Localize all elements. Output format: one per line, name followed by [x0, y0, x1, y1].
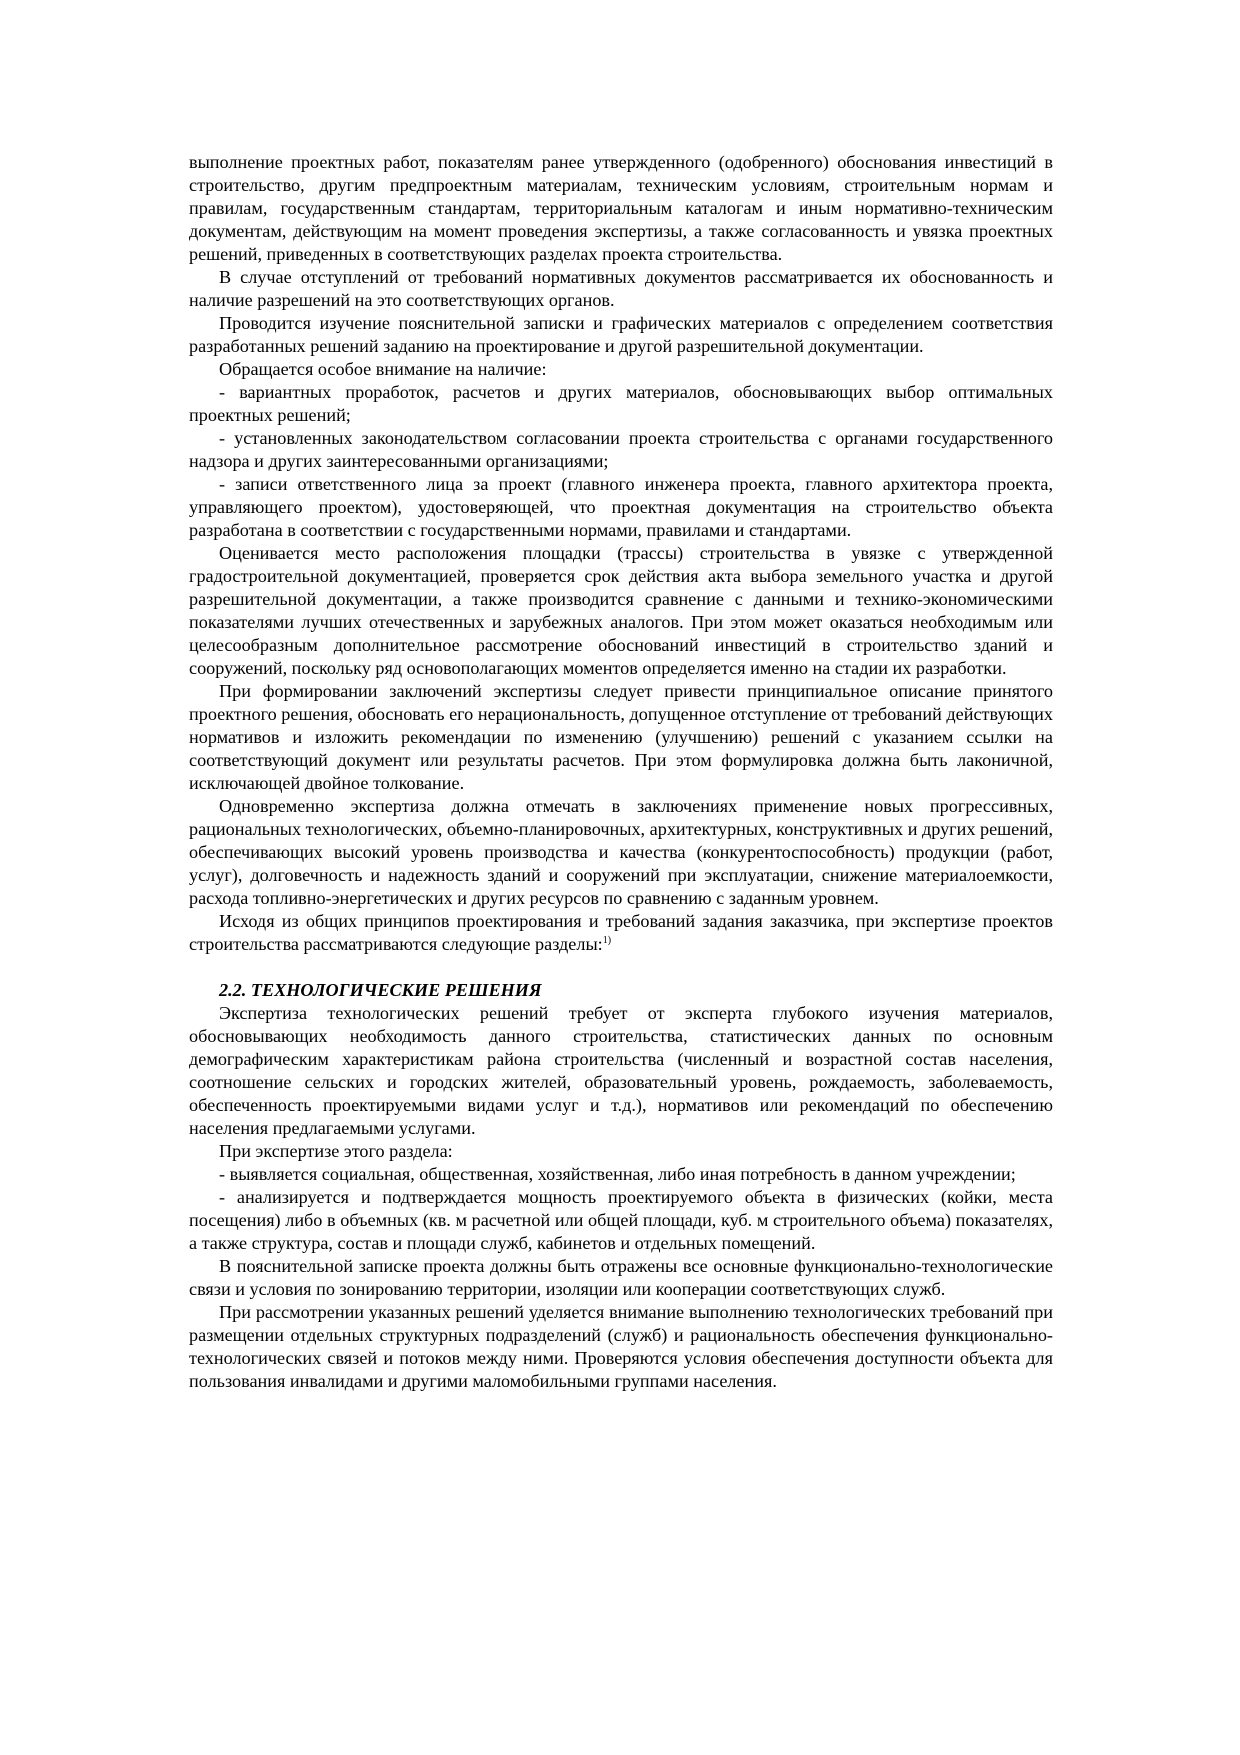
paragraph: - вариантных проработок, расчетов и других материалов, обосновывающих выбор оптимальных проектных решений; — [189, 382, 1053, 425]
document-page — [189, 151, 1053, 1393]
paragraph: В случае отступлений от требований нормативных документов рассматривается их обоснованность и наличие разрешений на это соответствующих органов. — [189, 267, 1053, 310]
paragraph: Одновременно экспертиза должна отмечать в заключениях применение новых прогрессивных, рациональных технологических, объемно-планировочных, архитектурных, конструктивных и других решений, обеспечивающих высокий уровень производства и качества (конкурентоспособность) продукции (работ, услуг), долговечность и надежность зданий и сооружений при эксплуатации, снижение материалоемкости, расхода топливно-энергетических и других ресурсов по сравнению с заданным уровнем. — [189, 796, 1053, 908]
paragraphs-before — [189, 151, 1053, 910]
paragraph: В пояснительной записке проекта должны быть отражены все основные функционально-технологические связи и условия по зонированию территории, изоляции или кооперации соответствующих служб. — [189, 1256, 1053, 1299]
paragraph: При экспертизе этого раздела: — [219, 1141, 453, 1161]
paragraph: - анализируется и подтверждается мощность проектируемого объекта в физических (койки, места посещения) либо в объемных (кв. м расчетной или общей площади, куб. м строительного объема) показателях, а также структура, состав и площади служб, кабинетов и отдельных помещений. — [189, 1187, 1053, 1253]
paragraphs-after — [189, 1002, 1053, 1393]
paragraph: выполнение проектных работ, показателям ранее утвержденного (одобренного) обоснования инвестиций в строительство, другим предпроектным материалам, техническим условиям, строительным нормам и правилам, государственным стандартам, территориальным каталогам и иным нормативно-техническим документам, действующим на момент проведения экспертизы, а также согласованность и увязка проектных решений, приведенных в соответствующих разделах проекта строительства. — [189, 152, 1053, 264]
paragraph: Обращается особое внимание на наличие: — [219, 359, 547, 379]
paragraph: При рассмотрении указанных решений уделяется внимание выполнению технологических требований при размещении отдельных структурных подразделений (служб) и рациональность обеспечения функционально-технологических связей и потоков между ними. Проверяются условия обеспечения доступности объекта для пользования инвалидами и другими маломобильными группами населения. — [189, 1302, 1053, 1391]
paragraph: Экспертиза технологических решений требует от эксперта глубокого изучения материалов, обосновывающих необходимость данного строительства, статистических данных по основным демографическим характеристикам района строительства (численный и возрастной состав населения, соотношение сельских и городских жителей, образовательный уровень, рождаемость, заболеваемость, обеспеченность проектируемыми видами услуг и т.д.), нормативов или рекомендаций по обеспечению населения предлагаемыми услугами. — [189, 1003, 1053, 1138]
section-heading: 2.2. ТЕХНОЛОГИЧЕСКИЕ РЕШЕНИЯ — [219, 980, 542, 1000]
footnote-mark: 1) — [602, 935, 612, 946]
sections-intro-text: Исходя из общих принципов проектирования и требований задания заказчика, при экспертизе проектов строительства рассматриваются следующие разделы: — [189, 911, 1053, 954]
paragraph: - записи ответственного лица за проект (главного инженера проекта, главного архитектора проекта, управляющего проектом), удостоверяющей, что проектная документация на строительство объекта разработана в соответствии с государственными нормами, правилами и стандартами. — [189, 474, 1053, 540]
paragraph-sections-intro — [189, 910, 1053, 956]
paragraph: - выявляется социальная, общественная, хозяйственная, либо иная потребность в данном учреждении; — [219, 1164, 1016, 1184]
paragraph: При формировании заключений экспертизы следует привести принципиальное описание принятого проектного решения, обосновать его нерациональность, допущенное отступление от требований действующих нормативов и изложить рекомендации по изменению (улучшению) решений с указанием ссылки на соответствующий документ или результаты расчетов. При этом формулировка должна быть лаконичной, исключающей двойное толкование. — [189, 681, 1053, 793]
paragraph: - установленных законодательством согласовании проекта строительства с органами государственного надзора и других заинтересованными организациями; — [189, 428, 1053, 471]
paragraph: Проводится изучение пояснительной записки и графических материалов с определением соответствия разработанных решений заданию на проектирование и другой разрешительной документации. — [189, 313, 1053, 356]
paragraph: Оценивается место расположения площадки (трассы) строительства в увязке с утвержденной градостроительной документацией, проверяется срок действия акта выбора земельного участка и другой разрешительной документации, а также производится сравнение с данными и технико-экономическими показателями лучших отечественных и зарубежных аналогов. При этом может оказаться необходимым или целесообразным дополнительное рассмотрение обоснований инвестиций в строительство зданий и сооружений, поскольку ряд основополагающих моментов определяется именно на стадии их разработки. — [189, 543, 1053, 678]
